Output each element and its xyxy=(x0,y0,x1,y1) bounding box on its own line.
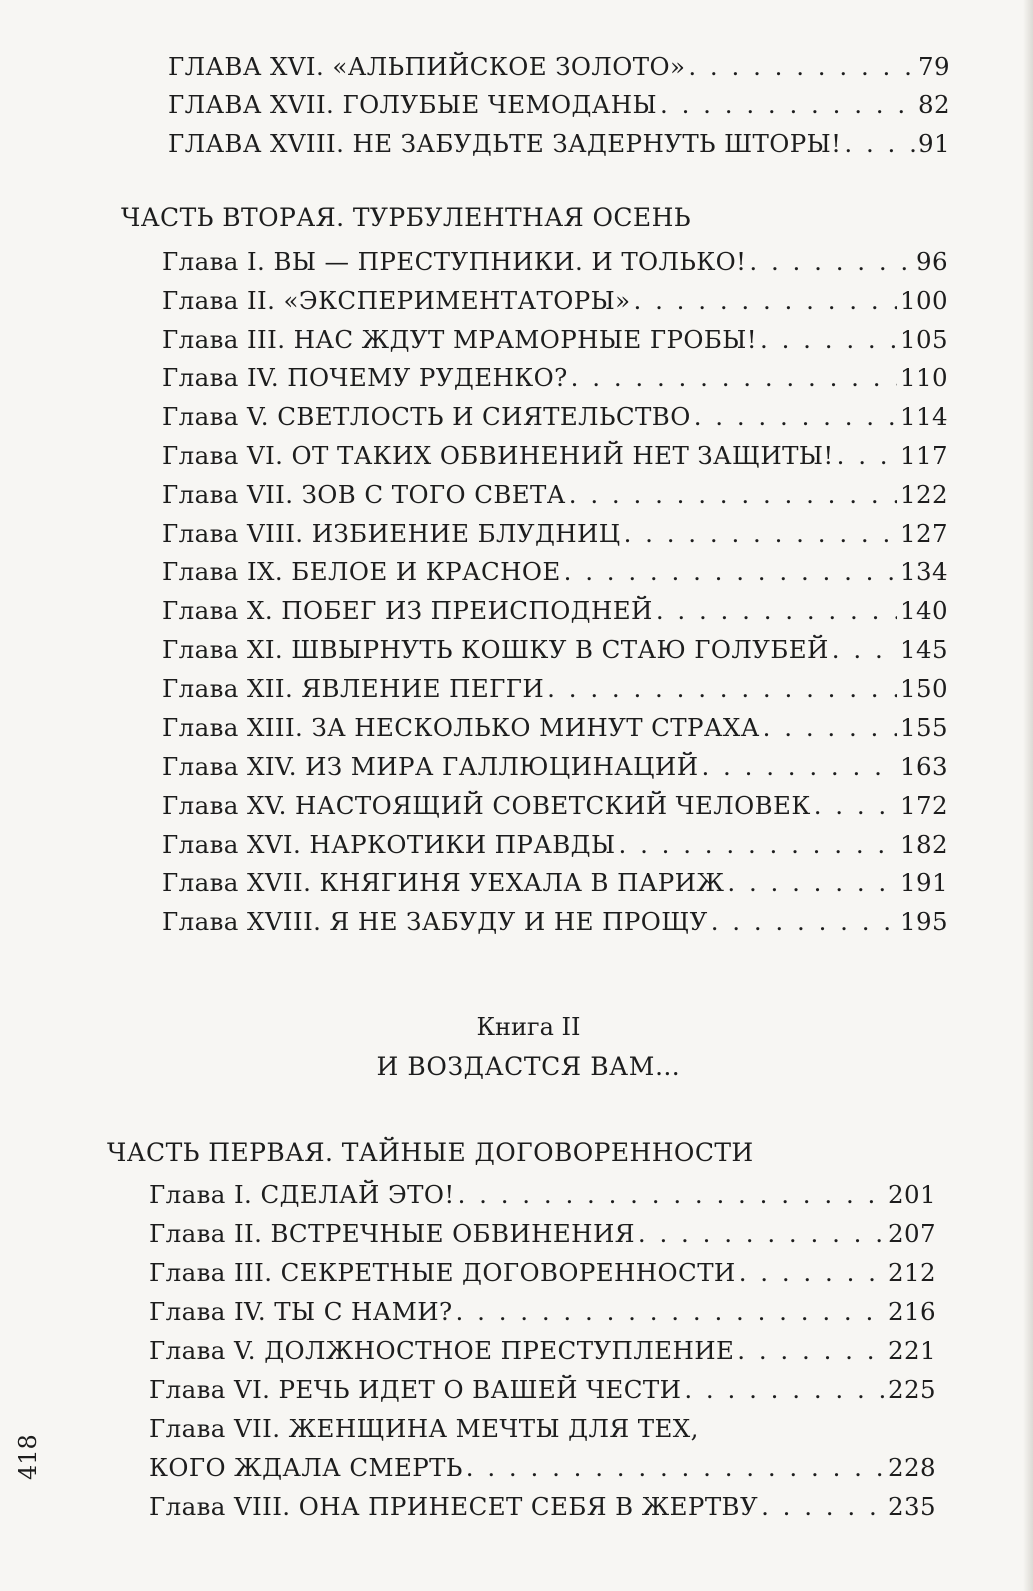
toc-page-number: 114 xyxy=(900,402,948,431)
toc-chapter-title: ИЗБИЕНИЕ БЛУДНИЦ xyxy=(311,519,621,548)
toc-leader-dots xyxy=(619,830,898,860)
book-label: Книга II xyxy=(476,1013,581,1041)
toc-chapter-label: ГЛАВА XVII. xyxy=(168,90,335,119)
toc-leader-dots xyxy=(814,791,897,821)
toc-entry xyxy=(168,52,950,82)
toc-chapter-title: ВСТРЕЧНЫЕ ОБВИНЕНИЯ xyxy=(270,1219,635,1248)
toc-chapter-title: ЗОВ С ТОГО СВЕТА xyxy=(301,480,566,509)
toc-chapter-title: ВЫ — ПРЕСТУПНИКИ. И ТОЛЬКО! xyxy=(273,247,747,276)
toc-chapter-label: ГЛАВА XVI. xyxy=(168,52,325,81)
toc-entry xyxy=(162,868,948,898)
toc-leader-dots xyxy=(727,868,897,898)
toc-entry xyxy=(162,286,948,316)
toc-chapter-title: ПОЧЕМУ РУДЕНКО? xyxy=(287,363,568,392)
toc-chapter-title: «ЭКСПЕРИМЕНТАТОРЫ» xyxy=(283,286,631,315)
toc-chapter-label: Глава VI. xyxy=(149,1375,271,1404)
toc-leader-dots xyxy=(749,247,913,277)
toc-page-number: 110 xyxy=(900,363,948,392)
toc-chapter-label: Глава II. xyxy=(162,286,276,315)
page-edge-shadow xyxy=(1023,0,1033,1591)
toc-entry xyxy=(162,791,948,821)
toc-page-number: 235 xyxy=(888,1492,936,1521)
toc-page-number: 221 xyxy=(888,1336,936,1365)
toc-chapter-label: Глава XIV. xyxy=(162,752,297,781)
toc-leader-dots xyxy=(761,1492,885,1522)
toc-leader-dots xyxy=(739,1258,885,1288)
toc-page-number: 150 xyxy=(900,674,948,703)
toc-page-number: 216 xyxy=(888,1297,936,1326)
toc-page-number: 117 xyxy=(900,441,948,470)
toc-entry xyxy=(149,1258,936,1288)
toc-entry xyxy=(162,830,948,860)
toc-chapter-label: Глава II. xyxy=(149,1219,263,1248)
toc-chapter-title: НЕ ЗАБУДЬТЕ ЗАДЕРНУТЬ ШТОРЫ! xyxy=(352,129,842,158)
toc-leader-dots xyxy=(466,1453,885,1483)
toc-entry xyxy=(149,1414,936,1444)
toc-chapter-title: ТЫ С НАМИ? xyxy=(274,1297,453,1326)
toc-chapter-label: Глава VIII. xyxy=(149,1492,291,1521)
toc-entry xyxy=(168,90,950,120)
toc-chapter-label: Глава I. xyxy=(149,1180,253,1209)
toc-entry xyxy=(149,1336,936,1366)
toc-leader-dots xyxy=(634,286,898,316)
toc-entry xyxy=(162,635,948,665)
toc-leader-dots xyxy=(660,90,915,120)
toc-leader-dots xyxy=(763,713,897,743)
toc-chapter-title: ГОЛУБЫЕ ЧЕМОДАНЫ xyxy=(342,90,658,119)
toc-entry xyxy=(162,907,948,937)
toc-page-number: 91 xyxy=(918,129,950,158)
toc-page-number: 207 xyxy=(888,1219,936,1248)
toc-chapter-label: Глава XI. xyxy=(162,635,284,664)
toc-leader-dots xyxy=(711,907,897,937)
toc-entry xyxy=(162,247,948,277)
toc-chapter-label: Глава XIII. xyxy=(162,713,304,742)
toc-page-number: 96 xyxy=(916,247,948,276)
toc-chapter-label: Глава III. xyxy=(149,1258,273,1287)
toc-chapter-label: Глава XVII. xyxy=(162,868,312,897)
toc-leader-dots xyxy=(694,402,897,432)
toc-chapter-label: Глава XII. xyxy=(162,674,294,703)
toc-entry xyxy=(162,325,948,355)
toc-entry xyxy=(162,402,948,432)
toc-entry xyxy=(162,441,948,471)
page-number: 418 xyxy=(14,1434,42,1480)
toc-chapter-label: Глава V. xyxy=(162,402,269,431)
toc-chapter-label: Глава X. xyxy=(162,596,274,625)
toc-page-number: 212 xyxy=(888,1258,936,1287)
toc-chapter-title: КОГО ЖДАЛА СМЕРТЬ xyxy=(149,1453,463,1482)
toc-chapter-title: ИЗ МИРА ГАЛЛЮЦИНАЦИЙ xyxy=(305,752,699,781)
toc-chapter-title: РЕЧЬ ИДЕТ О ВАШЕЙ ЧЕСТИ xyxy=(278,1375,682,1404)
toc-chapter-title: СДЕЛАЙ ЭТО! xyxy=(260,1180,455,1209)
toc-page-number: 201 xyxy=(888,1180,936,1209)
toc-page-number: 140 xyxy=(900,596,948,625)
toc-chapter-title: ДОЛЖНОСТНОЕ ПРЕСТУПЛЕНИЕ xyxy=(264,1336,735,1365)
toc-chapter-label: Глава VI. xyxy=(162,441,284,470)
toc-page-number: 100 xyxy=(900,286,948,315)
toc-leader-dots xyxy=(656,596,897,626)
toc-chapter-title: ОНА ПРИНЕСЕТ СЕБЯ В ЖЕРТВУ xyxy=(298,1492,759,1521)
toc-entry xyxy=(149,1492,936,1522)
toc-leader-dots xyxy=(832,635,897,665)
toc-page-number: 79 xyxy=(918,52,950,81)
toc-chapter-title: СВЕТЛОСТЬ И СИЯТЕЛЬСТВО xyxy=(277,402,691,431)
toc-page-number: 182 xyxy=(900,830,948,859)
toc-leader-dots xyxy=(569,480,897,510)
toc-chapter-label: Глава XVI. xyxy=(162,830,302,859)
toc-chapter-title: ПОБЕГ ИЗ ПРЕИСПОДНЕЙ xyxy=(281,596,653,625)
toc-chapter-title: СЕКРЕТНЫЕ ДОГОВОРЕННОСТИ xyxy=(280,1258,736,1287)
toc-chapter-title: «АЛЬПИЙСКОЕ ЗОЛОТО» xyxy=(332,52,686,81)
toc-chapter-label: ГЛАВА XVIII. xyxy=(168,129,345,158)
toc-page-number: 134 xyxy=(900,557,948,586)
toc-chapter-label: Глава IX. xyxy=(162,557,284,586)
toc-chapter-label: Глава VIII. xyxy=(162,519,304,548)
toc-leader-dots xyxy=(737,1336,885,1366)
toc-chapter-label: Глава VII. xyxy=(162,480,294,509)
toc-chapter-label: Глава VII. xyxy=(149,1414,281,1443)
toc-chapter-title: ОТ ТАКИХ ОБВИНЕНИЙ НЕТ ЗАЩИТЫ! xyxy=(291,441,834,470)
toc-leader-dots xyxy=(837,441,897,471)
toc-entry xyxy=(149,1219,936,1249)
toc-page-number: 105 xyxy=(900,325,948,354)
toc-page-number: 127 xyxy=(900,519,948,548)
toc-leader-dots xyxy=(688,52,915,82)
toc-entry xyxy=(162,363,948,393)
toc-chapter-title: НАСТОЯЩИЙ СОВЕТСКИЙ ЧЕЛОВЕК xyxy=(295,791,811,820)
toc-entry xyxy=(162,752,948,782)
toc-page-number: 122 xyxy=(900,480,948,509)
toc-entry xyxy=(162,596,948,626)
toc-chapter-label: Глава V. xyxy=(149,1336,256,1365)
toc-chapter-title: БЕЛОЕ И КРАСНОЕ xyxy=(291,557,561,586)
toc-chapter-title: НАС ЖДУТ МРАМОРНЫЕ ГРОБЫ! xyxy=(293,325,758,354)
toc-chapter-label: Глава IV. xyxy=(149,1297,267,1326)
toc-leader-dots xyxy=(624,519,897,549)
toc-leader-dots xyxy=(760,325,897,355)
toc-page-number: 191 xyxy=(900,868,948,897)
toc-page-number: 82 xyxy=(918,90,950,119)
toc-entry xyxy=(162,713,948,743)
toc-chapter-title: ЖЕНЩИНА МЕЧТЫ ДЛЯ ТЕХ, xyxy=(288,1414,699,1443)
toc-page-number: 163 xyxy=(900,752,948,781)
toc-chapter-label: Глава IV. xyxy=(162,363,280,392)
toc-chapter-title: КНЯГИНЯ УЕХАЛА В ПАРИЖ xyxy=(319,868,725,897)
toc-page-number: 172 xyxy=(900,791,948,820)
toc-leader-dots xyxy=(458,1180,885,1210)
toc-page-number: 225 xyxy=(888,1375,936,1404)
toc-entry xyxy=(162,519,948,549)
toc-entry xyxy=(149,1375,936,1405)
toc-chapter-label: Глава XV. xyxy=(162,791,287,820)
part-heading: ЧАСТЬ ВТОРАЯ. ТУРБУЛЕНТНАЯ ОСЕНЬ xyxy=(121,203,692,232)
toc-entry xyxy=(162,480,948,510)
book-title: И ВОЗДАСТСЯ ВАМ… xyxy=(376,1052,681,1081)
toc-page-number: 228 xyxy=(888,1453,936,1482)
toc-chapter-title: ЯВЛЕНИЕ ПЕГГИ xyxy=(301,674,545,703)
toc-entry xyxy=(168,129,950,159)
toc-chapter-label: Глава XVIII. xyxy=(162,907,322,936)
toc-leader-dots xyxy=(456,1297,885,1327)
toc-leader-dots xyxy=(701,752,897,782)
toc-chapter-title: Я НЕ ЗАБУДУ И НЕ ПРОЩУ xyxy=(329,907,708,936)
toc-leader-dots xyxy=(684,1375,885,1405)
toc-entry-continuation xyxy=(149,1453,936,1483)
toc-entry xyxy=(149,1180,936,1210)
toc-entry xyxy=(162,557,948,587)
toc-chapter-title: ЗА НЕСКОЛЬКО МИНУТ СТРАХА xyxy=(311,713,760,742)
toc-page-number: 195 xyxy=(900,907,948,936)
toc-leader-dots xyxy=(564,557,897,587)
toc-leader-dots xyxy=(571,363,897,393)
toc-chapter-title: ШВЫРНУТЬ КОШКУ В СТАЮ ГОЛУБЕЙ xyxy=(291,635,829,664)
toc-leader-dots xyxy=(844,129,915,159)
toc-page-number: 145 xyxy=(900,635,948,664)
toc-chapter-label: Глава I. xyxy=(162,247,266,276)
toc-chapter-title: НАРКОТИКИ ПРАВДЫ xyxy=(309,830,616,859)
toc-entry xyxy=(149,1297,936,1327)
toc-page-number: 155 xyxy=(900,713,948,742)
toc-entry xyxy=(162,674,948,704)
toc-leader-dots xyxy=(547,674,897,704)
toc-chapter-label: Глава III. xyxy=(162,325,286,354)
part-heading: ЧАСТЬ ПЕРВАЯ. ТАЙНЫЕ ДОГОВОРЕННОСТИ xyxy=(107,1138,754,1167)
toc-leader-dots xyxy=(638,1219,885,1249)
